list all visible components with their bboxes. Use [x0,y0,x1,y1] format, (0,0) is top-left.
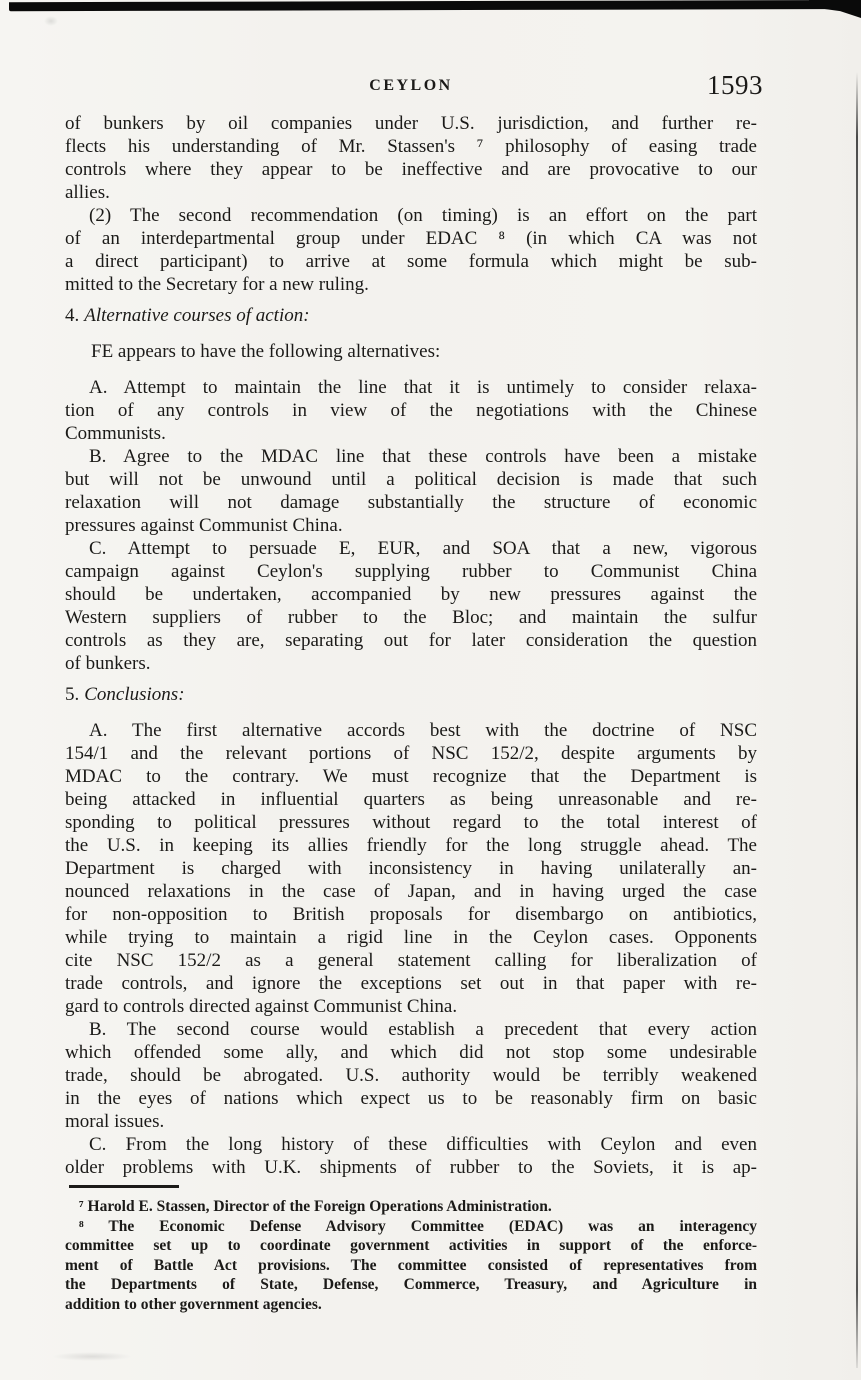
paragraph [65,719,757,1018]
scan-smudge [52,1352,132,1361]
text-line: allies. [65,182,110,203]
paragraph [65,1018,757,1133]
text-line: cite NSC 152/2 as a general statement calling for liberalization of [65,950,757,971]
text-line: older problems with U.K. shipments of rubber to the Soviets, it is ap- [65,1157,757,1178]
paragraph [65,445,757,537]
text-line: the U.S. in keeping its allies friendly for the long struggle ahead. The [65,835,757,856]
page-number: 1593 [707,70,763,100]
text-line: trade, should be abrogated. U.S. authority would be terribly weakened [65,1065,757,1086]
text-line: A. The first alternative accords best with the doctrine of NSC [89,720,757,741]
text-line: should be undertaken, accompanied by new pressures against the [65,584,757,605]
text-line: flects his understanding of Mr. Stassen's ⁷ philosophy of easing trade [65,136,757,157]
text-line: sponding to political pressures without regard to the total interest of [65,812,757,833]
text-line: ⁸ The Economic Defense Advisory Committee (EDAC) was an interagency [79,1217,757,1235]
page-header [65,70,763,100]
section-title: Alternative courses of action: [84,305,310,326]
paragraph [65,1197,757,1217]
text-line: FE appears to have the following alternatives: [91,341,441,362]
text-line: nounced relaxations in the case of Japan, and in having urged the case [65,881,757,902]
paragraph [65,537,757,675]
text-line: gard to controls directed against Communist China. [65,996,458,1017]
text-line: Communists. [65,423,166,444]
text-line: relaxation will not damage substantially the structure of economic [65,492,757,513]
text-line: Department is charged with inconsistency in having unilaterally an- [65,858,757,879]
text-line: moral issues. [65,1111,165,1132]
section-heading [65,304,757,327]
scan-right-edge-line [856,72,858,1368]
text-line: MDAC to the contrary. We must recognize that the Department is [65,766,757,787]
paragraph [65,204,757,296]
text-line: C. Attempt to persuade E, EUR, and SOA that a new, vigorous [89,538,757,559]
text-line: B. Agree to the MDAC line that these controls have been a mistake [89,446,757,467]
paragraph [65,1133,757,1179]
footnote-separator-rule [69,1185,179,1188]
paragraph [65,340,757,363]
text-line: ⁷ Harold E. Stassen, Director of the Foreign Operations Administration. [79,1198,552,1215]
text-line: of bunkers. [65,653,151,674]
text-line: in the eyes of nations which expect us to be reasonably firm on basic [65,1088,757,1109]
section-heading [65,683,757,706]
text-line: ment of Battle Act provisions. The committee consisted of representatives from [65,1256,757,1274]
text-line: controls where they appear to be ineffective and are provocative to our [65,159,757,180]
text-line: pressures against Communist China. [65,515,343,536]
footnotes [65,1197,757,1314]
text-line: A. Attempt to maintain the line that it is untimely to consider relaxa- [89,377,757,398]
paragraph [65,376,757,445]
text-line: but will not be unwound until a political decision is made that such [65,469,757,490]
paragraph [65,1217,757,1315]
paragraph [65,112,757,204]
scan-top-edge-bar [9,0,861,11]
text-line: addition to other government agencies. [65,1295,322,1313]
document-content [65,112,757,1314]
text-line: (2) The second recommendation (on timing) is an effort on the part [89,205,757,226]
running-title: CEYLON [369,77,453,94]
document-body [65,112,757,1179]
text-line: trade controls, and ignore the exceptions set out in that paper with re- [65,973,757,994]
text-line: mitted to the Secretary for a new ruling. [65,274,369,295]
text-line: of an interdepartmental group under EDAC ⁸ (in which CA was not [65,228,757,249]
section-number: 5. [65,684,80,705]
scan-pencil-mark [44,16,58,26]
text-line: tion of any controls in view of the negotiations with the Chinese [65,400,757,421]
text-line: for non-opposition to British proposals for disembargo on antibiotics, [65,904,757,925]
text-line: 154/1 and the relevant portions of NSC 152/2, despite arguments by [65,743,757,764]
text-line: controls as they are, separating out for later consideration the question [65,630,757,651]
text-line: Western suppliers of rubber to the Bloc; and maintain the sulfur [65,607,757,628]
section-title: Conclusions: [84,684,185,705]
text-line: C. From the long history of these difficulties with Ceylon and even [89,1134,757,1155]
text-line: the Departments of State, Defense, Commerce, Treasury, and Agriculture in [65,1276,757,1293]
text-line: a direct participant) to arrive at some formula which might be sub- [65,251,757,272]
text-line: while trying to maintain a rigid line in the Ceylon cases. Opponents [65,927,757,948]
text-line: committee set up to coordinate government activities in support of the enforce- [65,1237,757,1254]
text-line: campaign against Ceylon's supplying rubber to Communist China [65,561,757,582]
section-number: 4. [65,305,80,326]
text-line: of bunkers by oil companies under U.S. jurisdiction, and further re- [65,113,757,134]
text-line: which offended some ally, and which did not stop some undesirable [65,1042,757,1063]
text-line: B. The second course would establish a precedent that every action [89,1019,757,1040]
text-line: being attacked in influential quarters as being unreasonable and re- [65,789,757,810]
